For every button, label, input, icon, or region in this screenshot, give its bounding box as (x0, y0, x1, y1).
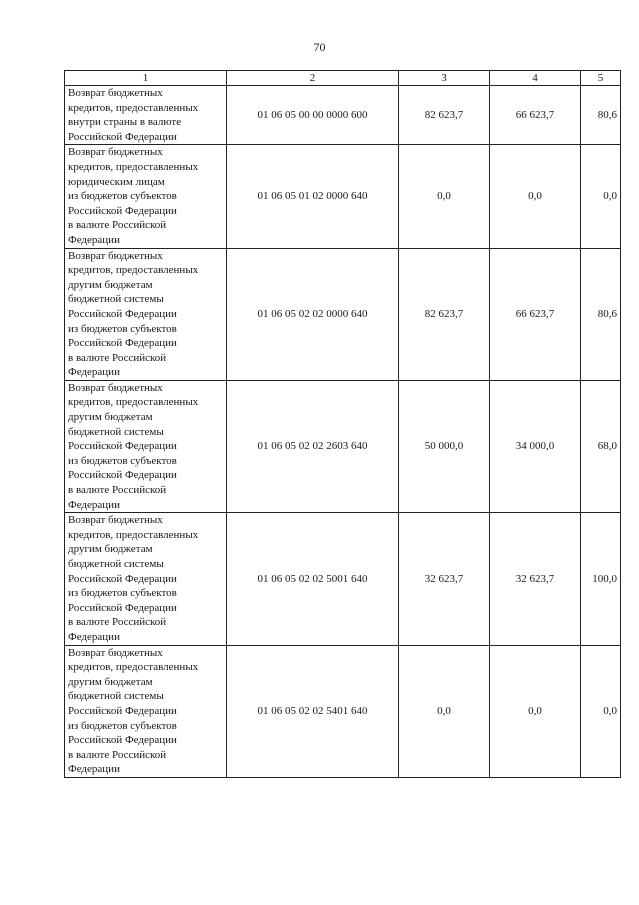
description-line: Российской Федерации (68, 337, 177, 350)
row-budget-code: 01 06 05 02 02 2603 640 (227, 380, 399, 512)
description-line: из бюджетов субъектов (68, 454, 177, 467)
row-col-5-value: 0,0 (581, 645, 621, 777)
description-line: Федерации (68, 630, 120, 643)
description-line: Федерации (68, 763, 120, 776)
description-line: Возврат бюджетных (68, 87, 163, 99)
row-col-4-value: 66 623,7 (490, 86, 581, 145)
description-line: из бюджетов субъектов (68, 190, 177, 203)
row-col-4-value: 66 623,7 (490, 248, 581, 380)
description-line: Российской Федерации (68, 704, 177, 717)
row-col-3-value: 82 623,7 (399, 248, 490, 380)
row-col-5-value: 100,0 (581, 513, 621, 645)
row-description (65, 248, 227, 380)
description-line: Российской Федерации (68, 601, 177, 614)
row-col-4-value: 34 000,0 (490, 380, 581, 512)
description-line: Российской Федерации (68, 469, 177, 482)
row-budget-code: 01 06 05 00 00 0000 600 (227, 86, 399, 145)
description-line: другим бюджетам (68, 278, 153, 291)
description-line: Возврат бюджетных (68, 646, 163, 659)
row-budget-code: 01 06 05 02 02 5001 640 (227, 513, 399, 645)
description-line: Российской Федерации (68, 130, 177, 143)
table-header (65, 71, 621, 86)
description-line: внутри страны в валюте (68, 116, 182, 129)
row-col-5-value: 0,0 (581, 145, 621, 248)
row-description (65, 513, 227, 645)
description-line: в валюте Российской (68, 748, 167, 761)
header-col-4: 4 (490, 71, 581, 86)
description-line: другим бюджетам (68, 411, 153, 424)
description-line: кредитов, предоставленных (68, 264, 199, 277)
row-col-5-value: 80,6 (581, 86, 621, 145)
table-row (65, 513, 621, 645)
description-line: из бюджетов субъектов (68, 587, 177, 600)
row-col-4-value: 32 623,7 (490, 513, 581, 645)
description-line: Российской Федерации (68, 204, 177, 217)
row-description (65, 380, 227, 512)
row-description (65, 645, 227, 777)
description-line: бюджетной системы (68, 558, 164, 570)
description-line: в валюте Российской (68, 616, 167, 629)
row-col-5-value: 80,6 (581, 248, 621, 380)
description-line: Российской Федерации (68, 307, 177, 320)
table-row (65, 145, 621, 248)
description-line: в валюте Российской (68, 219, 167, 232)
description-line: кредитов, предоставленных (68, 396, 199, 409)
row-col-4-value: 0,0 (490, 145, 581, 248)
table-body (65, 86, 621, 778)
description-line: кредитов, предоставленных (68, 160, 199, 173)
row-description (65, 145, 227, 248)
description-line: юридическим лицам (68, 175, 165, 188)
description-line: другим бюджетам (68, 543, 153, 556)
row-col-3-value: 32 623,7 (399, 513, 490, 645)
description-line: из бюджетов субъектов (68, 719, 177, 732)
description-line: бюджетной системы (68, 425, 164, 438)
description-line: бюджетной системы (68, 690, 164, 703)
description-line: Возврат бюджетных (68, 146, 163, 159)
description-line: Федерации (68, 498, 120, 511)
description-line: в валюте Российской (68, 351, 167, 364)
row-col-4-value: 0,0 (490, 645, 581, 777)
description-line: Федерации (68, 366, 120, 379)
row-description (65, 86, 227, 145)
header-col-5: 5 (581, 71, 621, 86)
description-line: кредитов, предоставленных (68, 661, 199, 674)
description-line: из бюджетов субъектов (68, 322, 177, 335)
description-line: бюджетной системы (68, 293, 164, 306)
table-row (65, 248, 621, 380)
header-col-3: 3 (399, 71, 490, 86)
header-col-2: 2 (227, 71, 399, 86)
description-line: Российской Федерации (68, 572, 177, 585)
description-line: в валюте Российской (68, 484, 167, 497)
row-budget-code: 01 06 05 01 02 0000 640 (227, 145, 399, 248)
header-col-1: 1 (65, 71, 227, 86)
table-row (65, 380, 621, 512)
page-number: 70 (313, 40, 326, 54)
description-line: другим бюджетам (68, 675, 153, 688)
description-line: Федерации (68, 233, 120, 246)
description-line: Возврат бюджетных (68, 514, 163, 527)
row-col-3-value: 50 000,0 (399, 380, 490, 512)
table-row (65, 645, 621, 777)
description-line: кредитов, предоставленных (68, 101, 199, 114)
row-col-5-value: 68,0 (581, 380, 621, 512)
header-row (65, 71, 621, 86)
description-line: кредитов, предоставленных (68, 528, 199, 541)
row-col-3-value: 0,0 (399, 645, 490, 777)
description-line: Российской Федерации (68, 734, 177, 747)
row-col-3-value: 0,0 (399, 145, 490, 248)
row-budget-code: 01 06 05 02 02 0000 640 (227, 248, 399, 380)
row-budget-code: 01 06 05 02 02 5401 640 (227, 645, 399, 777)
table-row (65, 86, 621, 145)
row-col-3-value: 82 623,7 (399, 86, 490, 145)
budget-sources-table (64, 70, 621, 778)
description-line: Российской Федерации (68, 440, 177, 453)
description-line: Возврат бюджетных (68, 381, 163, 394)
description-line: Возврат бюджетных (68, 249, 163, 262)
